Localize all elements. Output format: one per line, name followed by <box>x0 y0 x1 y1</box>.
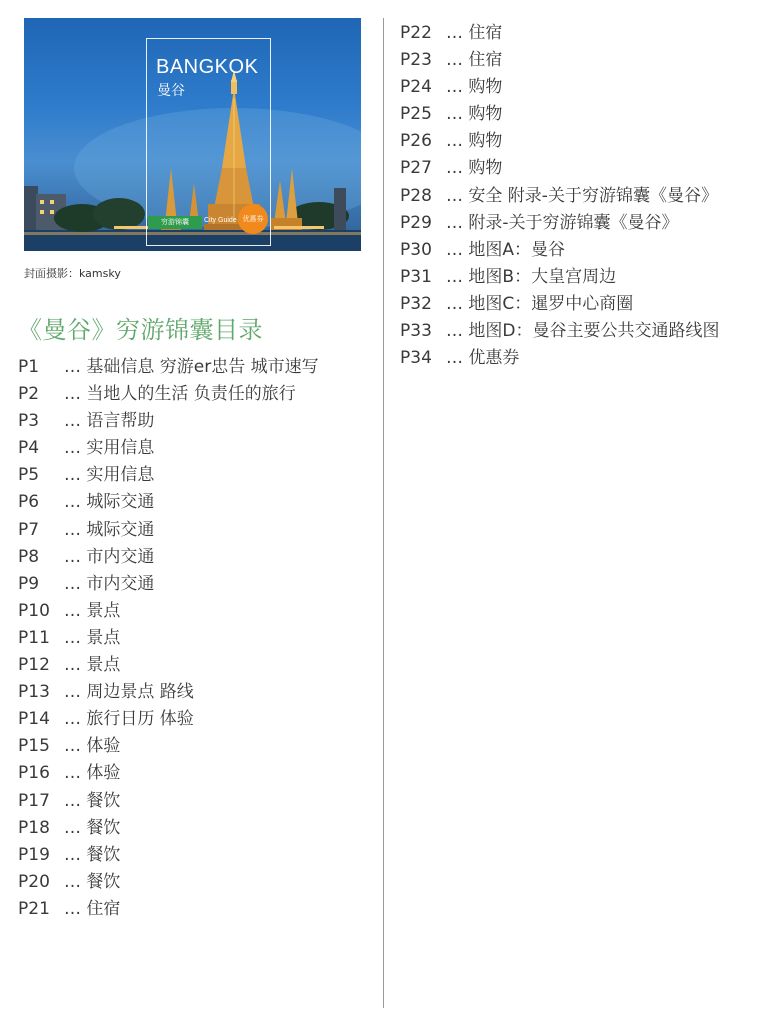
toc-section-title: … 基础信息 穷游er忠告 城市速写 <box>64 357 319 377</box>
toc-section-title: … 餐饮 <box>64 844 121 865</box>
toc-page-number: P26 <box>400 131 432 152</box>
toc-section-title: … 城际交通 <box>64 519 155 540</box>
toc-item[interactable] <box>18 381 319 408</box>
toc-section-title: … 购物 <box>446 77 503 98</box>
toc-section-title: … 住宿 <box>64 898 121 919</box>
toc-item[interactable] <box>18 760 319 787</box>
toc-item[interactable] <box>400 210 760 237</box>
toc-section-title: … 语言帮助 <box>64 411 155 432</box>
toc-item[interactable] <box>18 869 319 896</box>
toc-page-number: P15 <box>18 736 50 757</box>
toc-section-title: … 购物 <box>446 131 503 152</box>
toc-section-title: … 周边景点 路线 <box>64 682 194 703</box>
toc-page-number: P31 <box>400 266 432 287</box>
cover-coupon-badge: 优惠券 <box>238 204 268 234</box>
toc-item[interactable] <box>400 291 760 318</box>
toc-item[interactable] <box>18 354 319 381</box>
photo-credit: 封面摄影：kamsky <box>24 267 121 280</box>
toc-page-number: P2 <box>18 384 40 405</box>
toc-item[interactable] <box>18 679 319 706</box>
toc-page-number: P18 <box>18 817 50 838</box>
cover-image <box>24 18 361 251</box>
toc-section-title: … 市内交通 <box>64 573 155 594</box>
toc-section-title: … 市内交通 <box>64 546 155 567</box>
toc-item[interactable] <box>18 462 319 489</box>
toc-section-title: … 餐饮 <box>64 790 121 811</box>
toc-section-title: … 地图A：曼谷 <box>446 239 566 260</box>
toc-section-title: … 住宿 <box>446 23 503 43</box>
toc-section-title: … 购物 <box>446 104 503 125</box>
toc-item[interactable] <box>400 128 760 155</box>
toc-item[interactable] <box>400 183 760 210</box>
toc-item[interactable] <box>18 408 319 435</box>
toc-item[interactable] <box>18 544 319 571</box>
toc-page-number: P25 <box>400 104 432 125</box>
toc-section-title: … 餐饮 <box>64 871 121 892</box>
toc-page-number: P29 <box>400 212 432 233</box>
toc-section-title: … 安全 附录-关于穷游锦囊《曼谷》 <box>446 185 718 206</box>
toc-page-number: P22 <box>400 23 432 43</box>
toc-item[interactable] <box>18 435 319 462</box>
toc-section-title: … 体验 <box>64 763 121 784</box>
toc-page-number: P24 <box>400 77 432 98</box>
toc-item[interactable] <box>18 896 319 923</box>
toc-item[interactable] <box>400 20 760 47</box>
toc-item[interactable] <box>400 74 760 101</box>
toc-item[interactable] <box>18 625 319 652</box>
toc-item[interactable] <box>400 345 760 372</box>
toc-page-number: P3 <box>18 411 40 432</box>
toc-item[interactable] <box>18 652 319 679</box>
cover-title-en: BANGKOK <box>156 56 259 78</box>
toc-section-title: … 实用信息 <box>64 465 155 486</box>
toc-page-number: P20 <box>18 871 50 892</box>
toc-item[interactable] <box>400 237 760 264</box>
toc-item[interactable] <box>18 598 319 625</box>
toc-page-number: P19 <box>18 844 50 865</box>
toc-item[interactable] <box>400 318 760 345</box>
toc-page-number: P14 <box>18 709 50 730</box>
toc-page-number: P1 <box>18 357 40 377</box>
toc-section-title: … 住宿 <box>446 50 503 71</box>
toc-section-title: … 餐饮 <box>64 817 121 838</box>
toc-item[interactable] <box>18 517 319 544</box>
toc-page-number: P8 <box>18 546 40 567</box>
toc-section-title: … 地图B：大皇宫周边 <box>446 266 617 287</box>
toc-page-number: P34 <box>400 348 432 369</box>
toc-item[interactable] <box>18 571 319 598</box>
toc-item[interactable] <box>18 733 319 760</box>
toc-section-title: … 优惠券 <box>446 348 520 369</box>
toc-list-right <box>400 20 760 372</box>
toc-list-left <box>18 354 319 923</box>
cover-guide-label: City Guide <box>204 217 237 224</box>
toc-page-number: P4 <box>18 438 40 459</box>
toc-page-number: P32 <box>400 293 432 314</box>
toc-item[interactable] <box>18 706 319 733</box>
toc-item[interactable] <box>400 101 760 128</box>
toc-page-number: P30 <box>400 239 432 260</box>
toc-section-title: … 旅行日历 体验 <box>64 709 194 730</box>
toc-page-number: P17 <box>18 790 50 811</box>
toc-section-title: … 地图C：暹罗中心商圈 <box>446 293 634 314</box>
toc-page-number: P12 <box>18 655 50 676</box>
column-divider <box>383 18 384 1008</box>
right-column <box>400 20 760 372</box>
toc-section-title: … 景点 <box>64 600 121 621</box>
toc-page-number: P23 <box>400 50 432 71</box>
toc-page-number: P16 <box>18 763 50 784</box>
toc-section-title: … 地图D：曼谷主要公共交通路线图 <box>446 321 720 342</box>
toc-page-number: P27 <box>400 158 432 179</box>
toc-item[interactable] <box>18 788 319 815</box>
toc-page-number: P5 <box>18 465 40 486</box>
toc-section-title: … 当地人的生活 负责任的旅行 <box>64 384 296 405</box>
toc-item[interactable] <box>18 842 319 869</box>
toc-page-number: P11 <box>18 627 50 648</box>
toc-page-number: P7 <box>18 519 40 540</box>
toc-title: 《曼谷》穷游锦囊目录 <box>18 316 263 344</box>
toc-section-title: … 购物 <box>446 158 503 179</box>
toc-section-title: … 附录-关于穷游锦囊《曼谷》 <box>446 212 679 233</box>
toc-page-number: P6 <box>18 492 40 513</box>
toc-page-number: P13 <box>18 682 50 703</box>
toc-page-number: P21 <box>18 898 50 919</box>
toc-item[interactable] <box>400 155 760 182</box>
cover-brand-badge: 穷游锦囊 <box>148 216 202 229</box>
toc-section-title: … 实用信息 <box>64 438 155 459</box>
toc-item[interactable] <box>400 264 760 291</box>
toc-page-number: P33 <box>400 321 432 342</box>
toc-section-title: … 体验 <box>64 736 121 757</box>
toc-page-number: P9 <box>18 573 40 594</box>
toc-page-number: P10 <box>18 600 50 621</box>
toc-item[interactable] <box>18 815 319 842</box>
toc-item[interactable] <box>18 489 319 516</box>
toc-page-number: P28 <box>400 185 432 206</box>
cover-title-cn: 曼谷 <box>157 83 185 99</box>
toc-section-title: … 景点 <box>64 655 121 676</box>
toc-section-title: … 城际交通 <box>64 492 155 513</box>
toc-section-title: … 景点 <box>64 627 121 648</box>
toc-item[interactable] <box>400 47 760 74</box>
